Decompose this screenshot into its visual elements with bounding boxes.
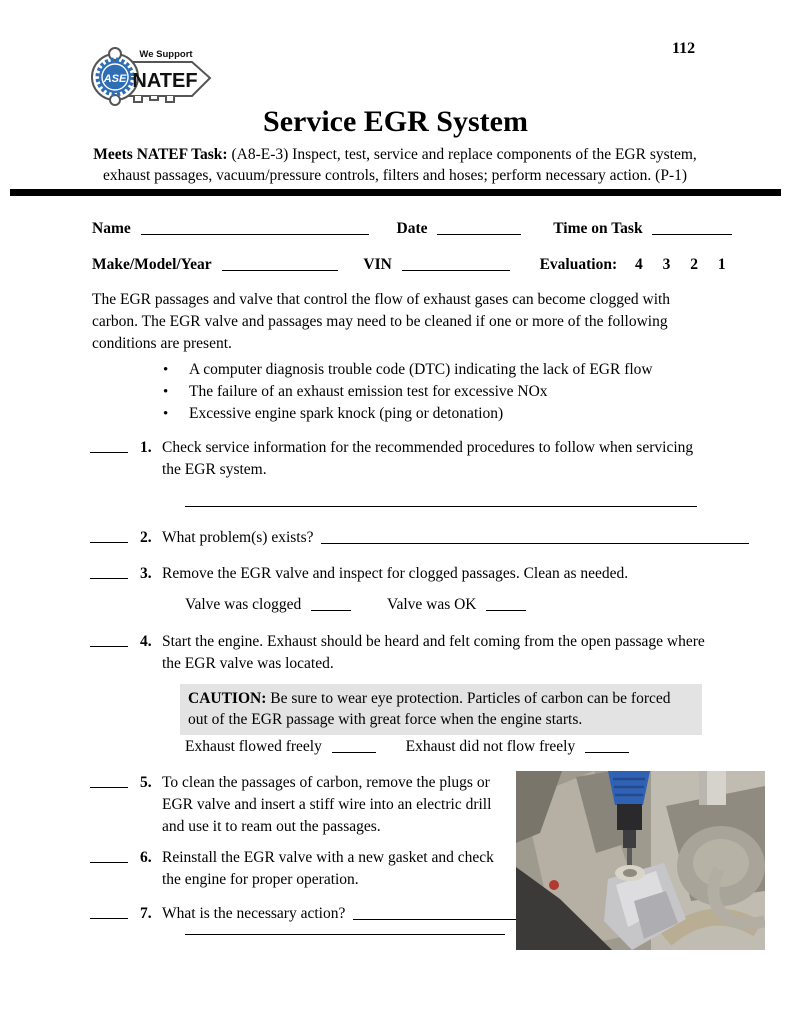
evaluation-score-4: 4 — [634, 256, 643, 273]
ase-gear-icon — [98, 60, 132, 94]
svg-text:ASE: ASE — [103, 73, 127, 85]
option-label-flowed: Exhaust flowed freely — [185, 738, 322, 755]
step-number: 3. — [140, 565, 152, 582]
caution-box — [180, 684, 702, 735]
divider-rule — [10, 189, 781, 196]
option-blank — [311, 598, 351, 611]
step-text-inline: What problem(s) exists? — [162, 529, 314, 546]
drill-handle-icon — [608, 771, 650, 805]
step-number: 4. — [140, 633, 152, 650]
bullet-text: The failure of an exhaust emission test for excessive NOx — [189, 383, 548, 400]
step-blank — [90, 527, 128, 543]
step-text: To clean the passages of carbon, remove the plugs or EGR valve and insert a stiff wire into an electric drill and use it to ream out the passages. — [162, 774, 492, 835]
engine-egr-cleaning-photo — [516, 771, 765, 950]
form-row-vehicle — [92, 254, 726, 276]
answer-blank — [321, 531, 749, 544]
bullet-item — [163, 359, 723, 381]
step-blank — [90, 631, 128, 647]
name-blank — [141, 222, 369, 235]
step-number: 2. — [140, 529, 152, 546]
step-row-2 — [90, 527, 707, 549]
task-statement — [75, 144, 715, 186]
name-label: Name — [92, 220, 131, 237]
step-blank — [90, 437, 128, 453]
step-blank — [90, 772, 128, 788]
step-blank — [90, 847, 128, 863]
logo-org-text: NATEF — [132, 70, 198, 92]
make-model-year-blank — [222, 258, 338, 271]
vin-blank — [402, 258, 510, 271]
page-number: 112 — [672, 40, 696, 57]
key-icon — [88, 44, 218, 106]
natef-logo — [88, 44, 218, 106]
page-title: Service EGR System — [263, 105, 528, 138]
step-row-4 — [90, 631, 707, 675]
step-text: Reinstall the EGR valve with a new gasket and check the engine for proper operation. — [162, 849, 494, 888]
step-text: Start the engine. Exhaust should be heard and felt coming from the open passage where the EGR valve was located. — [162, 633, 705, 672]
engine-photo-graphic — [516, 771, 765, 950]
logo-support-text: We Support — [139, 49, 193, 60]
answer-line — [185, 492, 697, 507]
form-row-name — [92, 218, 732, 240]
bullet-item — [163, 403, 723, 425]
bullet-text: A computer diagnosis trouble code (DTC) indicating the lack of EGR flow — [189, 361, 653, 378]
intro-paragraph: The EGR passages and valve that control the flow of exhaust gases can become clogged with carbon. The EGR valve and passages may need to be cleaned if one or more of the following conditions are present. — [92, 291, 671, 352]
option-blank — [486, 598, 526, 611]
time-on-task-blank — [652, 222, 732, 235]
task-text: (A8-E-3) Inspect, test, service and replace components of the EGR system, exhaust passages, vacuum/pressure controls, filters and hoses; perform necessary action. (P-1) — [102, 146, 697, 184]
evaluation-label: Evaluation: — [539, 256, 618, 273]
conditions-list — [163, 359, 723, 425]
option-label-ok: Valve was OK — [386, 596, 477, 613]
time-on-task-label: Time on Task — [553, 220, 643, 237]
step-blank — [90, 563, 128, 579]
option-label-not-flowed: Exhaust did not flow freely — [405, 738, 576, 755]
step-text — [162, 527, 707, 549]
step-row-3 — [90, 563, 707, 585]
step-number: 6. — [140, 849, 152, 866]
step-text: Remove the EGR valve and inspect for clogged passages. Clean as needed. — [162, 565, 629, 582]
bullet-icon: • — [163, 362, 169, 378]
option-blank — [585, 740, 629, 753]
bullet-icon: • — [163, 384, 169, 400]
answer-blank — [353, 907, 535, 920]
step-number: 7. — [140, 905, 152, 922]
answer-line — [185, 920, 505, 935]
step-blank — [90, 903, 128, 919]
option-label-clogged: Valve was clogged — [185, 596, 302, 613]
evaluation-score-2: 2 — [690, 256, 698, 273]
step-4-options — [185, 738, 629, 756]
make-model-year-label: Make/Model/Year — [92, 256, 212, 273]
step-number: 1. — [140, 439, 152, 456]
option-blank — [332, 740, 376, 753]
evaluation-score-1: 1 — [717, 256, 726, 273]
caution-text: Be sure to wear eye protection. Particles of carbon can be forced out of the EGR passage with great force when the engine starts. — [188, 690, 671, 728]
vin-label: VIN — [363, 256, 392, 273]
evaluation-score-3: 3 — [662, 256, 671, 273]
bullet-icon: • — [163, 406, 169, 422]
bullet-text: Excessive engine spark knock (ping or detonation) — [189, 405, 504, 422]
step-row-6 — [90, 847, 510, 891]
bullet-item — [163, 381, 723, 403]
step-number: 5. — [140, 774, 152, 791]
step-text-inline: What is the necessary action? — [162, 905, 346, 922]
caution-label: CAUTION: — [188, 690, 267, 707]
step-3-options — [185, 596, 526, 614]
step-row-5 — [90, 772, 510, 838]
step-row-1 — [90, 437, 707, 481]
step-text: Check service information for the recommended procedures to follow when servicing the EGR system. — [162, 439, 694, 478]
date-blank — [437, 222, 521, 235]
task-label: Meets NATEF Task: — [93, 146, 228, 163]
date-label: Date — [396, 220, 428, 237]
